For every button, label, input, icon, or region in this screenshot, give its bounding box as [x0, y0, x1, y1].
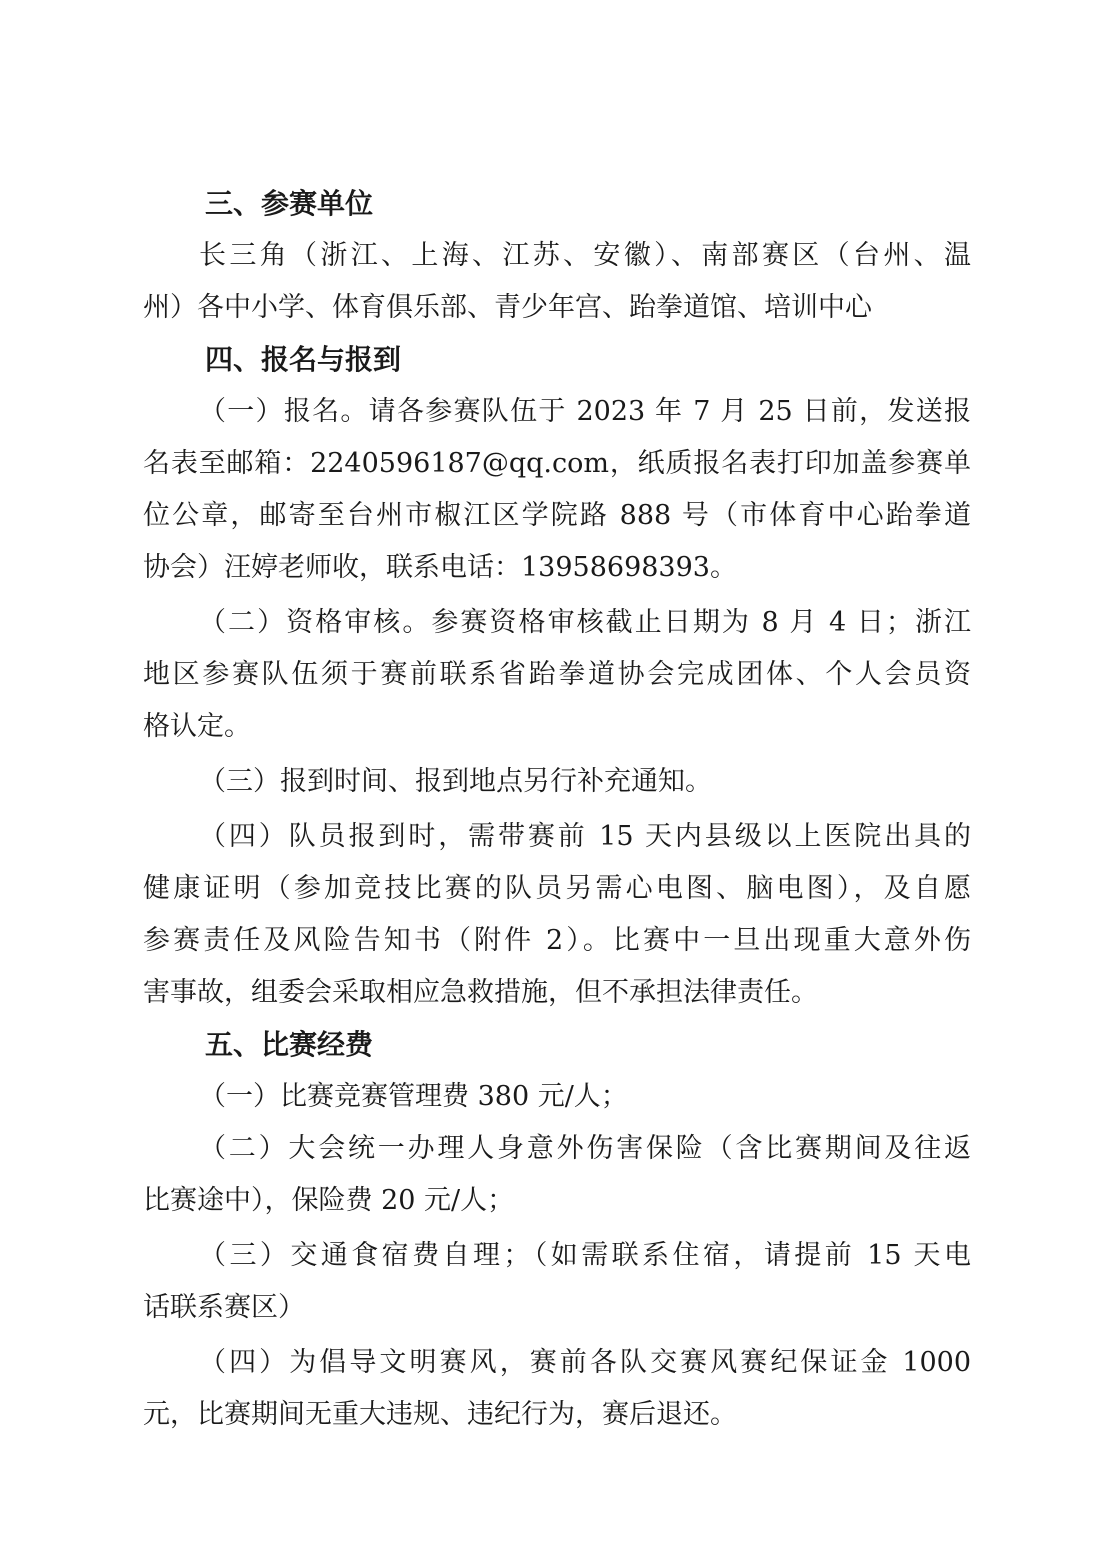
paragraph-health-certificate [143, 811, 971, 1019]
paragraph-qualification-review [143, 597, 971, 753]
paragraph-insurance [143, 1123, 971, 1227]
text-line: （三）报到时间、报到地点另行补充通知。 [199, 766, 712, 797]
text-line: 比赛途中），保险费 20 元/人； [143, 1185, 515, 1216]
paragraph-checkin-notice [143, 756, 971, 808]
text-line: 协会）汪婷老师收，联系电话：13958698393。 [143, 552, 737, 583]
text-line: 位公章，邮寄至台州市椒江区学院路 888 号（市体育中心跆拳道 [143, 500, 971, 531]
text-line: 参赛责任及风险告知书（附件 2）。比赛中一旦出现重大意外伤 [143, 925, 971, 956]
text-line: 格认定。 [143, 711, 251, 742]
document-body [143, 178, 971, 1441]
section-heading-fees: 五、比赛经费 [205, 1028, 374, 1061]
paragraph-registration-signup [143, 386, 971, 594]
paragraph-participants [143, 230, 971, 334]
paragraph-management-fee [143, 1071, 971, 1123]
text-line: 州）各中小学、体育俱乐部、青少年宫、跆拳道馆、培训中心 [143, 292, 872, 323]
text-line: （二）资格审核。参赛资格审核截止日期为 8 月 4 日；浙江 [199, 607, 971, 638]
section-heading-participants: 三、参赛单位 [205, 187, 374, 220]
text-line: 元，比赛期间无重大违规、违纪行为，赛后退还。 [143, 1399, 737, 1430]
text-line: 害事故，组委会采取相应急救措施，但不承担法律责任。 [143, 977, 818, 1008]
text-line: 地区参赛队伍须于赛前联系省跆拳道协会完成团体、个人会员资 [143, 659, 971, 690]
text-line: （四）队员报到时，需带赛前 15 天内县级以上医院出具的 [199, 821, 971, 852]
text-line: 话联系赛区） [143, 1292, 305, 1323]
text-line: （四）为倡导文明赛风，赛前各队交赛风赛纪保证金 1000 [199, 1347, 971, 1378]
text-line: 健康证明（参加竞技比赛的队员另需心电图、脑电图），及自愿 [143, 873, 971, 904]
text-line: （二）大会统一办理人身意外伤害保险（含比赛期间及往返 [199, 1133, 971, 1164]
section-heading-registration: 四、报名与报到 [205, 343, 402, 376]
text-line: 长三角（浙江、上海、江苏、安徽）、南部赛区（台州、温 [199, 240, 971, 271]
paragraph-travel-lodging [143, 1230, 971, 1334]
text-line: （一）比赛竞赛管理费 380 元/人； [199, 1081, 628, 1112]
text-line: （一）报名。请各参赛队伍于 2023 年 7 月 25 日前，发送报 [199, 396, 971, 427]
text-line: （三）交通食宿费自理；（如需联系住宿，请提前 15 天电 [199, 1240, 971, 1271]
text-line: 名表至邮箱：2240596187@qq.com，纸质报名表打印加盖参赛单 [143, 448, 971, 479]
paragraph-deposit [143, 1337, 971, 1441]
